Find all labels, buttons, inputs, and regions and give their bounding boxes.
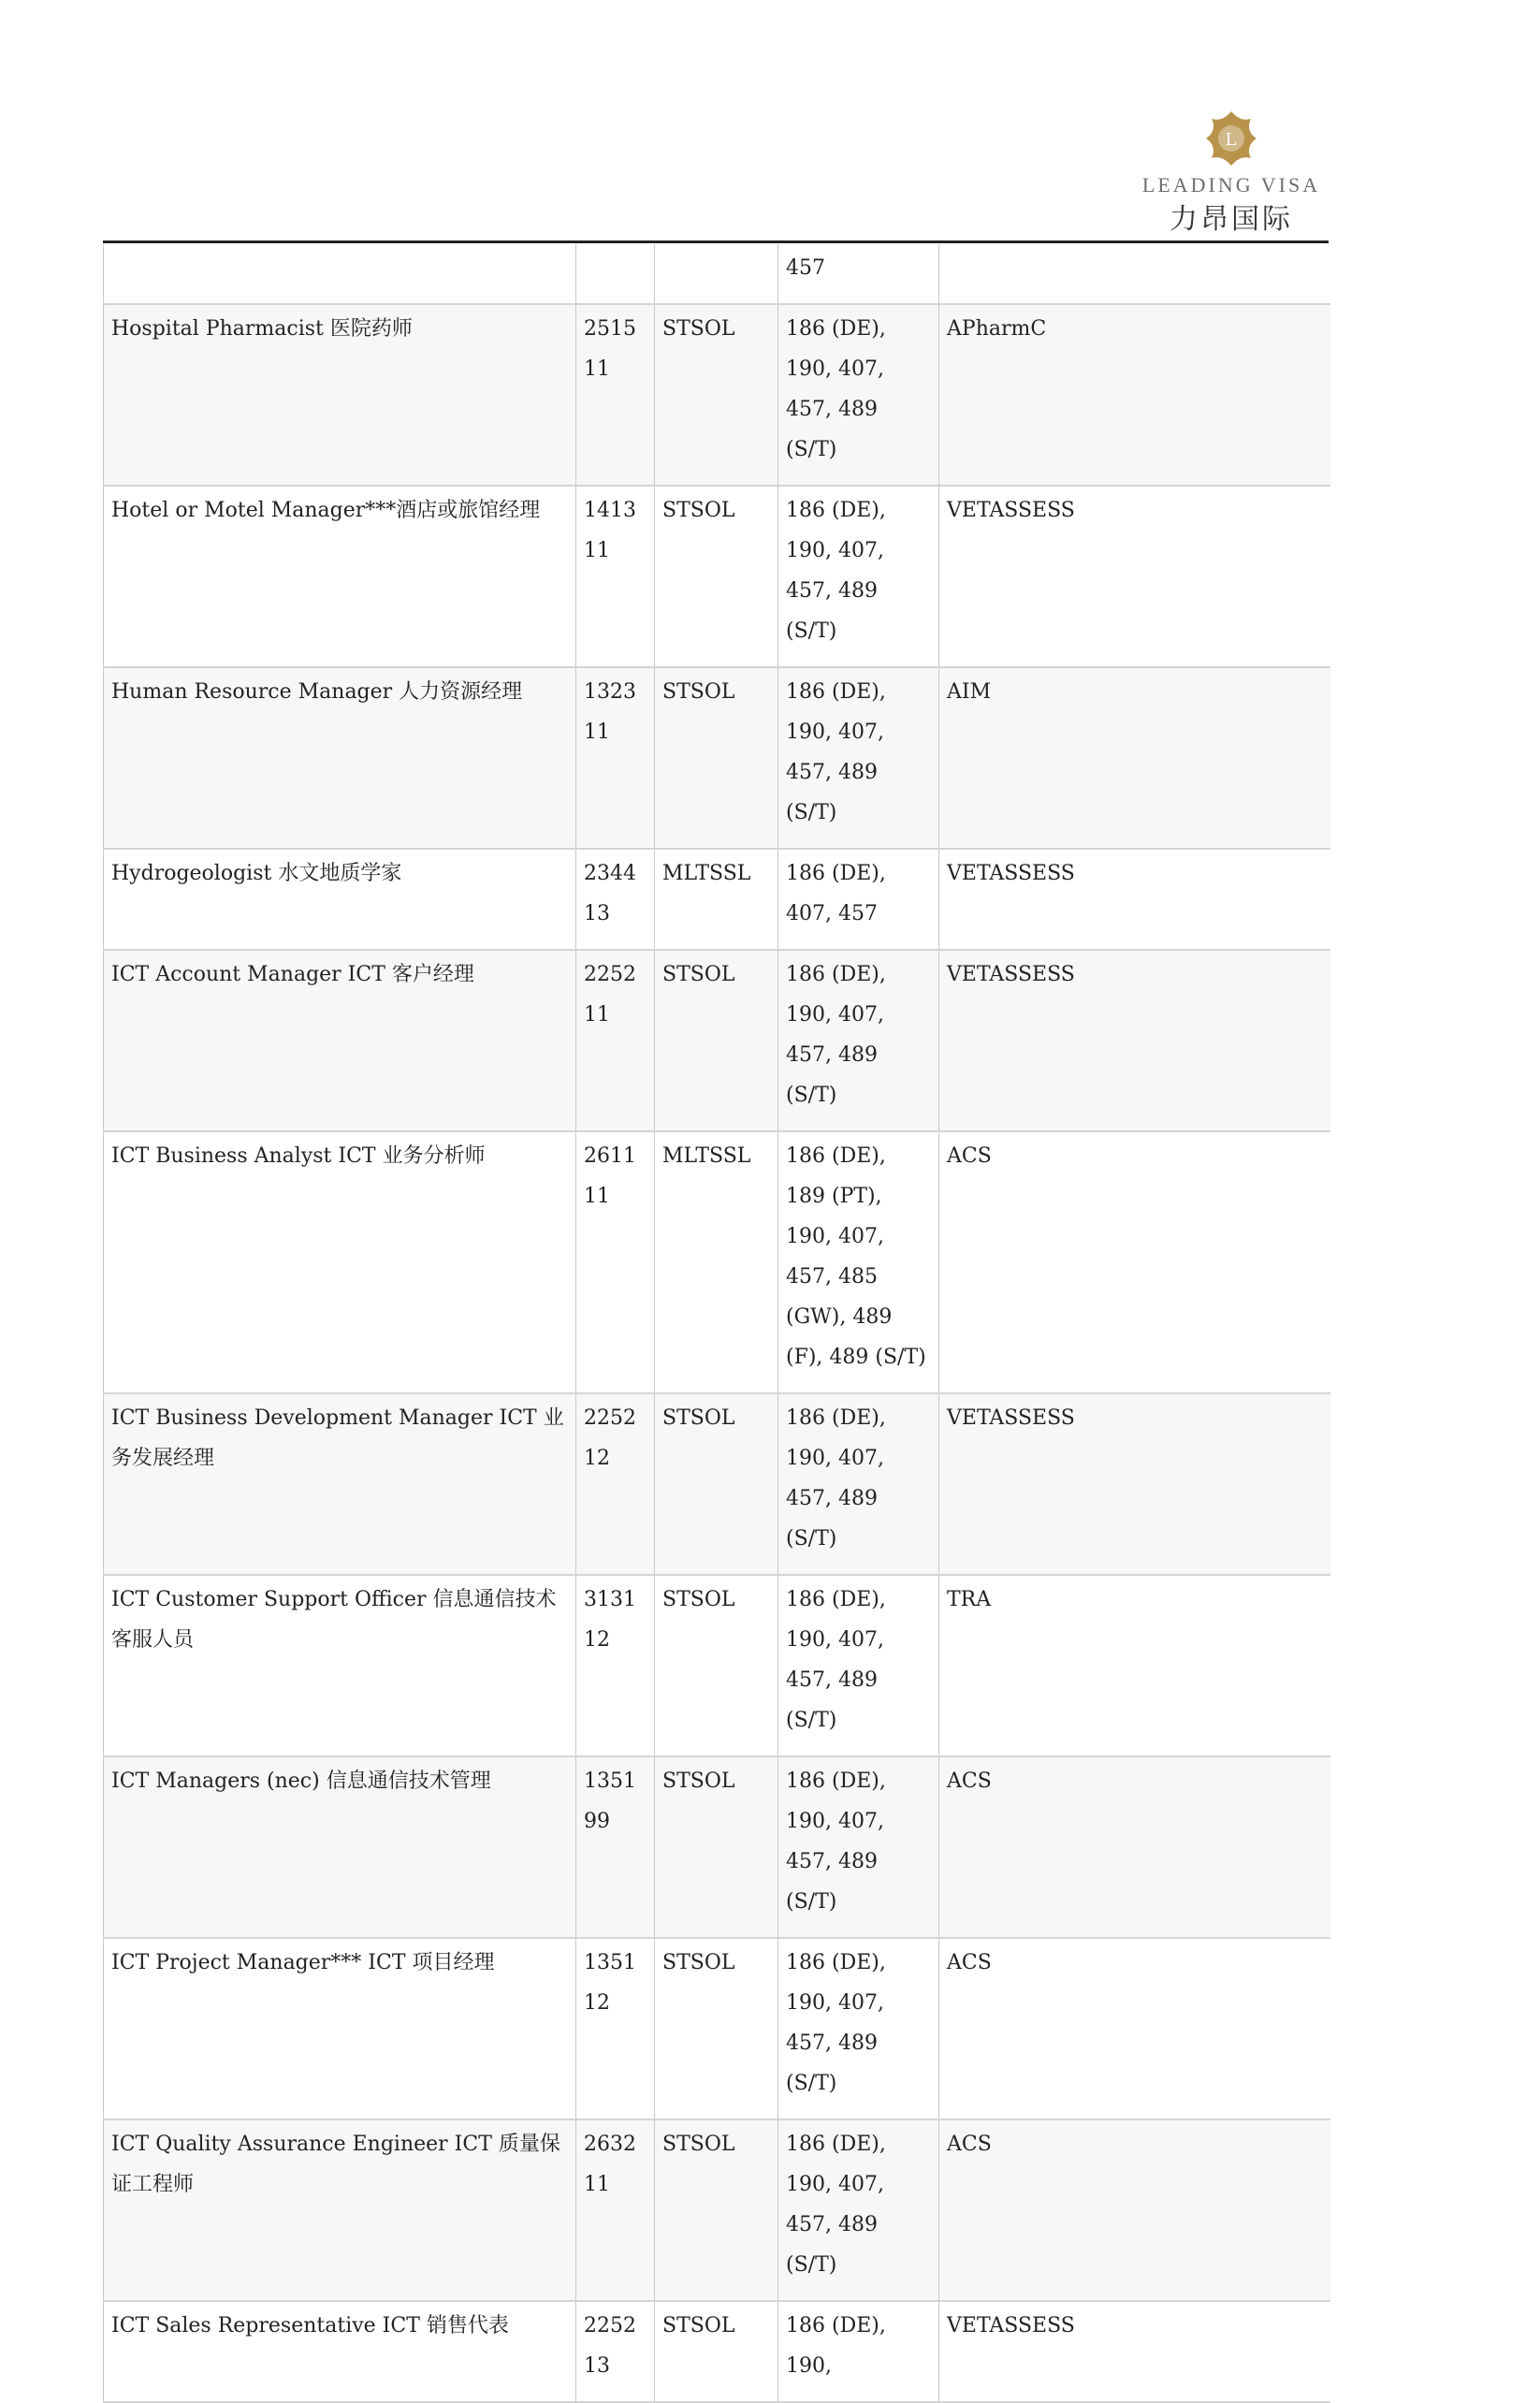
- occupation-cell: [104, 244, 576, 304]
- assessing-authority-cell: ACS: [939, 2119, 1331, 2301]
- skill-list-cell: MLTSSL: [655, 849, 778, 950]
- visa-subclass-cell: 186 (DE), 190, 407, 457, 489 (S/T): [778, 1756, 939, 1938]
- visa-subclass-cell: 186 (DE), 190, 407, 457, 489 (S/T): [778, 667, 939, 849]
- occupation-code-cell: 132311: [576, 667, 655, 849]
- visa-subclass-cell: 457: [778, 244, 939, 304]
- occupation-code-cell: 135199: [576, 1756, 655, 1938]
- occupation-cell: ICT Project Manager*** ICT 项目经理: [104, 1938, 576, 2119]
- table-row: [104, 304, 1331, 486]
- visa-subclass-cell: 186 (DE), 189 (PT), 190, 407, 457, 485 (GW), 489 (F), 489 (S/T): [778, 1131, 939, 1393]
- occupation-cell: Hotel or Motel Manager***酒店或旅馆经理: [104, 486, 576, 667]
- occupation-code-cell: 135112: [576, 1938, 655, 2119]
- assessing-authority-cell: [939, 244, 1331, 304]
- skill-list-cell: STSOL: [655, 1393, 778, 1575]
- occupation-cell: ICT Sales Representative ICT 销售代表: [104, 2301, 576, 2402]
- skill-list-cell: STSOL: [655, 950, 778, 1131]
- assessing-authority-cell: APharmC: [939, 304, 1331, 486]
- occupation-code-cell: 141311: [576, 486, 655, 667]
- company-logo: [1138, 108, 1325, 237]
- logo-chinese-text: 力昂国际: [1170, 203, 1293, 236]
- table-row: [104, 486, 1331, 667]
- table-row: [104, 2301, 1331, 2402]
- occupation-cell: ICT Business Analyst ICT 业务分析师: [104, 1131, 576, 1393]
- visa-subclass-cell: 186 (DE), 190, 407, 457, 489 (S/T): [778, 1393, 939, 1575]
- table-row: [104, 1756, 1331, 1938]
- occupation-cell: ICT Managers (nec) 信息通信技术管理: [104, 1756, 576, 1938]
- occupation-code-cell: 234413: [576, 849, 655, 950]
- skill-list-cell: [655, 244, 778, 304]
- skill-list-cell: STSOL: [655, 486, 778, 667]
- skill-list-cell: STSOL: [655, 1575, 778, 1756]
- skill-list-cell: STSOL: [655, 1756, 778, 1938]
- table-row: [104, 667, 1331, 849]
- table-row: [104, 2119, 1331, 2301]
- logo-english-text: LEADING VISA: [1141, 173, 1321, 197]
- svg-text:L: L: [1225, 129, 1238, 150]
- assessing-authority-cell: ACS: [939, 1131, 1331, 1393]
- table-row: [104, 1938, 1331, 2119]
- assessing-authority-cell: VETASSESS: [939, 2301, 1331, 2402]
- occupation-table: [103, 244, 1330, 2403]
- occupation-code-cell: [576, 244, 655, 304]
- skill-list-cell: STSOL: [655, 2119, 778, 2301]
- assessing-authority-cell: VETASSESS: [939, 950, 1331, 1131]
- assessing-authority-cell: ACS: [939, 1938, 1331, 2119]
- visa-subclass-cell: 186 (DE), 190, 407, 457, 489 (S/T): [778, 2119, 939, 2301]
- visa-subclass-cell: 186 (DE), 407, 457: [778, 849, 939, 950]
- occupation-cell: ICT Quality Assurance Engineer ICT 质量保证工程师: [104, 2119, 576, 2301]
- assessing-authority-cell: VETASSESS: [939, 1393, 1331, 1575]
- table-row: [104, 1393, 1331, 1575]
- table-row: [104, 1131, 1331, 1393]
- skill-list-cell: STSOL: [655, 2301, 778, 2402]
- header-rule: [103, 240, 1329, 243]
- occupation-code-cell: 263211: [576, 2119, 655, 2301]
- visa-subclass-cell: 186 (DE), 190,: [778, 2301, 939, 2402]
- visa-subclass-cell: 186 (DE), 190, 407, 457, 489 (S/T): [778, 304, 939, 486]
- occupation-cell: Human Resource Manager 人力资源经理: [104, 667, 576, 849]
- occupation-code-cell: 261111: [576, 1131, 655, 1393]
- occupation-cell: ICT Account Manager ICT 客户经理: [104, 950, 576, 1131]
- skill-list-cell: STSOL: [655, 667, 778, 849]
- assessing-authority-cell: AIM: [939, 667, 1331, 849]
- occupation-code-cell: 225211: [576, 950, 655, 1131]
- occupation-cell: ICT Business Development Manager ICT 业务发展经理: [104, 1393, 576, 1575]
- assessing-authority-cell: VETASSESS: [939, 849, 1331, 950]
- occupation-code-cell: 313112: [576, 1575, 655, 1756]
- logo-emblem-icon: [1197, 108, 1266, 169]
- skill-list-cell: STSOL: [655, 304, 778, 486]
- table-row: [104, 1575, 1331, 1756]
- occupation-code-cell: 251511: [576, 304, 655, 486]
- table-row: [104, 849, 1331, 950]
- skill-list-cell: STSOL: [655, 1938, 778, 2119]
- visa-subclass-cell: 186 (DE), 190, 407, 457, 489 (S/T): [778, 486, 939, 667]
- table-row: [104, 950, 1331, 1131]
- visa-subclass-cell: 186 (DE), 190, 407, 457, 489 (S/T): [778, 1575, 939, 1756]
- occupation-code-cell: 225213: [576, 2301, 655, 2402]
- visa-subclass-cell: 186 (DE), 190, 407, 457, 489 (S/T): [778, 1938, 939, 2119]
- assessing-authority-cell: VETASSESS: [939, 486, 1331, 667]
- visa-subclass-cell: 186 (DE), 190, 407, 457, 489 (S/T): [778, 950, 939, 1131]
- skill-list-cell: MLTSSL: [655, 1131, 778, 1393]
- assessing-authority-cell: TRA: [939, 1575, 1331, 1756]
- occupation-cell: ICT Customer Support Officer 信息通信技术客服人员: [104, 1575, 576, 1756]
- occupation-code-cell: 225212: [576, 1393, 655, 1575]
- assessing-authority-cell: ACS: [939, 1756, 1331, 1938]
- occupation-cell: Hospital Pharmacist 医院药师: [104, 304, 576, 486]
- table-row: [104, 244, 1331, 304]
- occupation-cell: Hydrogeologist 水文地质学家: [104, 849, 576, 950]
